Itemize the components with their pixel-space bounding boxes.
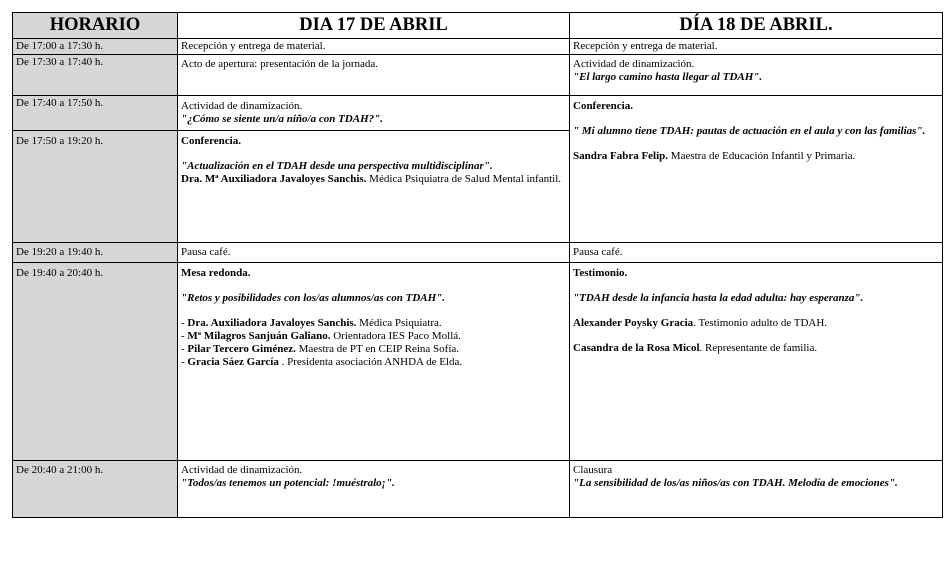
conference-quote: "Actualización en el TDAH desde una perspectiva multidisciplinar". [181,160,493,172]
header-day-18: DÍA 18 DE ABRIL. [570,13,943,39]
roundtable-quote: "Retos y posibilidades con los/as alumnos/as con TDAH". [181,292,446,304]
day18-cell: Pausa café. [570,243,943,263]
header-day-17: DIA 17 DE ABRIL [178,13,570,39]
activity-title: Clausura [573,464,613,476]
time-cell: De 19:40 a 20:40 h. [13,263,178,461]
day18-cell [570,55,943,96]
day17-cell [178,96,570,131]
day17-cell: Pausa café. [178,243,570,263]
panel-member-desc: Orientadora IES Paco Mollá. [330,330,461,342]
time-cell: De 20:40 a 21:00 h. [13,461,178,518]
panel-member: - Mª Milagros Sanjuán Galiano. Orientadora IES Paco Mollá. [181,330,461,342]
header-row [13,13,943,39]
testimony-person [573,342,939,355]
activity-title: Actividad de dinamización. [181,100,303,112]
time-cell: De 17:40 a 17:50 h. [13,96,178,131]
time-cell: De 17:30 a 17:40 h. [13,55,178,96]
header-horario: HORARIO [13,13,178,39]
panel-member: - Pilar Tercero Giménez. Maestra de PT en CEIP Reina Sofía. [181,343,460,355]
activity-quote: "El largo camino hasta llegar al TDAH". [573,71,763,83]
table-row [13,461,943,518]
activity-quote: "Todos/as tenemos un potencial: !muéstralo¡". [181,477,395,489]
activity-title: Actividad de dinamización. [573,58,695,70]
panel-member-name: Gracia Sáez García [187,356,279,368]
panel-member-desc: Médica Psiquiatra. [356,317,442,329]
testimony-person-desc: . Testimonio adulto de TDAH. [693,317,828,329]
activity-title: Actividad de dinamización. [181,464,303,476]
testimony-quote: "TDAH desde la infancia hasta la edad adulta: hay esperanza". [573,292,864,304]
testimony-person-name: Casandra de la Rosa Micol [573,342,700,354]
testimony-person-name: Alexander Poysky Gracia [573,317,694,329]
schedule-table [12,12,943,518]
day17-cell: Acto de apertura: presentación de la jornada. [178,55,570,96]
day17-cell [178,461,570,518]
panel-member: - Dra. Auxiliadora Javaloyes Sanchis. Médica Psiquiatra. [181,317,442,329]
panel-member-name: Pilar Tercero Giménez. [187,343,296,355]
panel-member-desc: . Presidenta asociación ANHDA de Elda. [278,356,463,368]
activity-quote: "La sensibilidad de los/as niños/as con TDAH. Melodía de emociones". [573,477,898,489]
time-cell: De 19:20 a 19:40 h. [13,243,178,263]
table-row [13,263,943,461]
table-row [13,39,943,55]
day17-cell: Recepción y entrega de material. [178,39,570,55]
table-row [13,96,943,131]
time-cell: De 17:00 a 17:30 h. [13,39,178,55]
day17-conference-cell [178,131,570,243]
time-cell: De 17:50 a 19:20 h. [13,131,178,243]
table-row [13,55,943,96]
testimony-title: Testimonio. [573,267,628,279]
testimony-person [573,317,939,330]
conference-title: Conferencia. [573,100,633,112]
speaker-name: Sandra Fabra Felip. [573,150,669,162]
conference-quote: " Mi alumno tiene TDAH: pautas de actuación en el aula y con las familias". [573,125,926,137]
panel-member: - Gracia Sáez García . Presidenta asociación ANHDA de Elda. [181,356,463,368]
speaker-line [573,150,939,163]
panel-member-name: Dra. Auxiliadora Javaloyes Sanchis. [187,317,357,329]
roundtable-title: Mesa redonda. [181,267,251,279]
day18-testimony-cell [570,263,943,461]
conference-title: Conferencia. [181,135,241,147]
table-row [13,243,943,263]
activity-quote: "¿Cómo se siente un/a niño/a con TDAH?". [181,113,383,125]
testimony-person-desc: . Representante de familia. [699,342,818,354]
speaker-desc: Médica Psiquiatra de Salud Mental infantil. [366,173,562,185]
panel-member-desc: Maestra de PT en CEIP Reina Sofía. [295,343,460,355]
day18-cell [570,461,943,518]
speaker-desc: Maestra de Educación Infantil y Primaria. [668,150,856,162]
panel-member-name: Mª Milagros Sanjuán Galiano. [187,330,331,342]
speaker-name: Dra. Mª Auxiliadora Javaloyes Sanchis. [181,173,367,185]
speaker-line [181,173,566,186]
day17-roundtable-cell [178,263,570,461]
day18-cell: Recepción y entrega de material. [570,39,943,55]
day18-conference-cell [570,96,943,243]
